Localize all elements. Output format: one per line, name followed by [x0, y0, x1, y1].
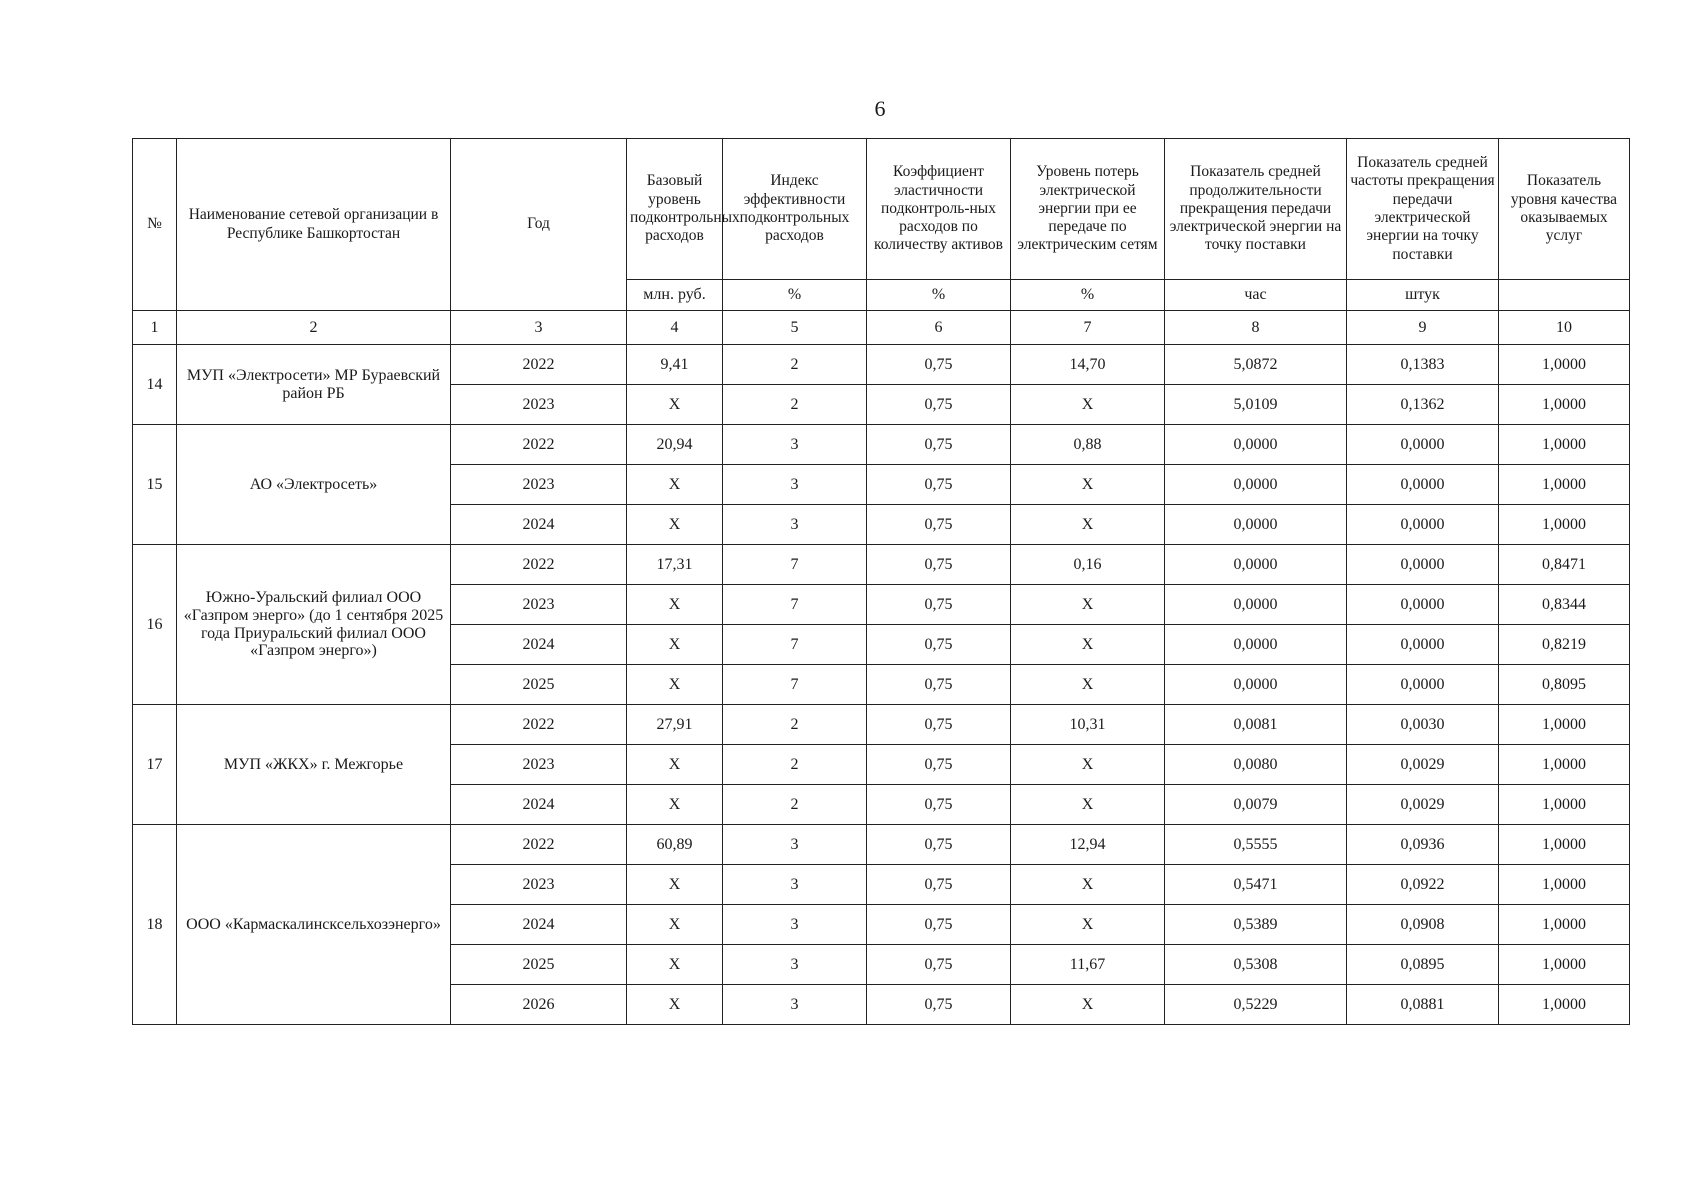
cell-duration: 0,5308 [1165, 945, 1347, 985]
cell-frequency: 0,0000 [1347, 465, 1499, 505]
page-number: 6 [874, 96, 886, 121]
cell-coef: 0,75 [867, 505, 1011, 545]
cell-year: 2024 [451, 785, 627, 825]
cell-loss: 0,16 [1011, 545, 1165, 585]
header-index: Индекс эффективности подконтрольных расходов [723, 139, 867, 280]
column-number: 2 [177, 311, 451, 345]
cell-loss: 12,94 [1011, 825, 1165, 865]
cell-year: 2024 [451, 505, 627, 545]
cell-coef: 0,75 [867, 905, 1011, 945]
cell-year: 2023 [451, 865, 627, 905]
cell-coef: 0,75 [867, 985, 1011, 1025]
cell-frequency: 0,0029 [1347, 745, 1499, 785]
cell-frequency: 0,0000 [1347, 505, 1499, 545]
cell-base: X [627, 625, 723, 665]
cell-duration: 0,5555 [1165, 825, 1347, 865]
cell-quality: 0,8219 [1499, 625, 1630, 665]
header-loss: Уровень потерь электрической энергии при ее передаче по электрическим сетям [1011, 139, 1165, 280]
cell-year: 2022 [451, 705, 627, 745]
cell-duration: 0,0081 [1165, 705, 1347, 745]
indicators-table [132, 138, 1630, 1025]
table-body [133, 345, 1630, 1025]
cell-quality: 0,8471 [1499, 545, 1630, 585]
table-row [133, 825, 1630, 865]
cell-loss: 10,31 [1011, 705, 1165, 745]
cell-loss: 14,70 [1011, 345, 1165, 385]
cell-base: X [627, 745, 723, 785]
cell-duration: 0,0080 [1165, 745, 1347, 785]
cell-loss: X [1011, 785, 1165, 825]
cell-base: X [627, 665, 723, 705]
cell-year: 2023 [451, 465, 627, 505]
cell-index: 7 [723, 625, 867, 665]
unit-loss: % [1011, 280, 1165, 311]
cell-index: 3 [723, 865, 867, 905]
cell-loss: X [1011, 665, 1165, 705]
cell-coef: 0,75 [867, 385, 1011, 425]
table-row [133, 425, 1630, 465]
cell-coef: 0,75 [867, 745, 1011, 785]
cell-base: 20,94 [627, 425, 723, 465]
cell-frequency: 0,0895 [1347, 945, 1499, 985]
cell-loss: X [1011, 865, 1165, 905]
cell-quality: 1,0000 [1499, 985, 1630, 1025]
cell-coef: 0,75 [867, 345, 1011, 385]
cell-quality: 1,0000 [1499, 345, 1630, 385]
table-row [133, 545, 1630, 585]
cell-duration: 0,5389 [1165, 905, 1347, 945]
cell-duration: 0,0000 [1165, 585, 1347, 625]
cell-coef: 0,75 [867, 465, 1011, 505]
cell-year: 2024 [451, 625, 627, 665]
cell-year: 2022 [451, 545, 627, 585]
cell-loss: X [1011, 465, 1165, 505]
cell-quality: 1,0000 [1499, 745, 1630, 785]
cell-base: X [627, 585, 723, 625]
cell-quality: 1,0000 [1499, 705, 1630, 745]
cell-frequency: 0,0030 [1347, 705, 1499, 745]
cell-coef: 0,75 [867, 665, 1011, 705]
cell-index: 3 [723, 505, 867, 545]
cell-quality: 1,0000 [1499, 945, 1630, 985]
column-number: 5 [723, 311, 867, 345]
org-name: МУП «Электросети» МР Бураевский район РБ [177, 345, 451, 425]
cell-duration: 5,0872 [1165, 345, 1347, 385]
cell-loss: X [1011, 505, 1165, 545]
column-number: 3 [451, 311, 627, 345]
org-number: 16 [133, 545, 177, 705]
cell-base: 17,31 [627, 545, 723, 585]
cell-index: 2 [723, 345, 867, 385]
cell-coef: 0,75 [867, 625, 1011, 665]
column-number: 4 [627, 311, 723, 345]
cell-coef: 0,75 [867, 585, 1011, 625]
cell-frequency: 0,0000 [1347, 545, 1499, 585]
cell-base: X [627, 985, 723, 1025]
cell-coef: 0,75 [867, 425, 1011, 465]
header-name: Наименование сетевой организации в Республике Башкортостан [177, 139, 451, 311]
cell-quality: 0,8344 [1499, 585, 1630, 625]
org-name: Южно-Уральский филиал ООО «Газпром энерго» (до 1 сентября 2025 года Приуральский филиал ООО «Газпром энерго») [177, 545, 451, 705]
cell-year: 2023 [451, 385, 627, 425]
cell-quality: 0,8095 [1499, 665, 1630, 705]
cell-year: 2024 [451, 905, 627, 945]
cell-base: 9,41 [627, 345, 723, 385]
cell-index: 7 [723, 585, 867, 625]
cell-quality: 1,0000 [1499, 825, 1630, 865]
cell-index: 7 [723, 665, 867, 705]
header-frequency: Показатель средней частоты прекращения передачи электрической энергии на точку поставки [1347, 139, 1499, 280]
cell-index: 2 [723, 785, 867, 825]
cell-coef: 0,75 [867, 545, 1011, 585]
cell-quality: 1,0000 [1499, 505, 1630, 545]
org-name: ООО «Кармаскалинсксельхозэнерго» [177, 825, 451, 1025]
unit-base: млн. руб. [627, 280, 723, 311]
cell-quality: 1,0000 [1499, 905, 1630, 945]
cell-year: 2023 [451, 585, 627, 625]
cell-quality: 1,0000 [1499, 385, 1630, 425]
cell-index: 3 [723, 985, 867, 1025]
cell-duration: 0,5471 [1165, 865, 1347, 905]
cell-coef: 0,75 [867, 825, 1011, 865]
org-number: 14 [133, 345, 177, 425]
cell-coef: 0,75 [867, 865, 1011, 905]
header-row [133, 139, 1630, 280]
cell-base: X [627, 465, 723, 505]
unit-index: % [723, 280, 867, 311]
cell-frequency: 0,0922 [1347, 865, 1499, 905]
cell-base: X [627, 905, 723, 945]
cell-quality: 1,0000 [1499, 465, 1630, 505]
cell-loss: X [1011, 585, 1165, 625]
column-number: 7 [1011, 311, 1165, 345]
cell-duration: 0,0000 [1165, 505, 1347, 545]
cell-frequency: 0,0000 [1347, 665, 1499, 705]
cell-frequency: 0,0000 [1347, 425, 1499, 465]
cell-index: 2 [723, 745, 867, 785]
cell-index: 2 [723, 705, 867, 745]
cell-duration: 0,0000 [1165, 465, 1347, 505]
cell-frequency: 0,0936 [1347, 825, 1499, 865]
cell-loss: 11,67 [1011, 945, 1165, 985]
cell-index: 3 [723, 465, 867, 505]
cell-index: 7 [723, 545, 867, 585]
cell-base: 27,91 [627, 705, 723, 745]
table-row [133, 345, 1630, 385]
cell-index: 3 [723, 425, 867, 465]
cell-base: 60,89 [627, 825, 723, 865]
cell-frequency: 0,0881 [1347, 985, 1499, 1025]
cell-frequency: 0,0000 [1347, 625, 1499, 665]
org-name: АО «Электросеть» [177, 425, 451, 545]
header-year: Год [451, 139, 627, 311]
cell-year: 2025 [451, 665, 627, 705]
cell-year: 2026 [451, 985, 627, 1025]
column-number: 6 [867, 311, 1011, 345]
cell-loss: X [1011, 745, 1165, 785]
cell-base: X [627, 865, 723, 905]
column-number: 9 [1347, 311, 1499, 345]
cell-duration: 0,0000 [1165, 425, 1347, 465]
cell-year: 2022 [451, 345, 627, 385]
header-quality: Показатель уровня качества оказываемых услуг [1499, 139, 1630, 280]
header-coef: Коэффициент эластичности подконтроль-ных расходов по количеству активов [867, 139, 1011, 280]
org-name: МУП «ЖКХ» г. Межгорье [177, 705, 451, 825]
cell-index: 2 [723, 385, 867, 425]
unit-quality [1499, 280, 1630, 311]
cell-loss: X [1011, 385, 1165, 425]
cell-duration: 0,0079 [1165, 785, 1347, 825]
table-row [133, 705, 1630, 745]
cell-duration: 0,5229 [1165, 985, 1347, 1025]
cell-frequency: 0,0908 [1347, 905, 1499, 945]
cell-index: 3 [723, 825, 867, 865]
cell-duration: 0,0000 [1165, 665, 1347, 705]
column-number: 10 [1499, 311, 1630, 345]
unit-coef: % [867, 280, 1011, 311]
cell-year: 2025 [451, 945, 627, 985]
header-no: № [133, 139, 177, 311]
cell-quality: 1,0000 [1499, 425, 1630, 465]
cell-year: 2022 [451, 425, 627, 465]
cell-frequency: 0,0029 [1347, 785, 1499, 825]
cell-base: X [627, 785, 723, 825]
cell-loss: X [1011, 985, 1165, 1025]
cell-duration: 5,0109 [1165, 385, 1347, 425]
cell-loss: X [1011, 625, 1165, 665]
cell-quality: 1,0000 [1499, 865, 1630, 905]
cell-loss: X [1011, 905, 1165, 945]
cell-year: 2023 [451, 745, 627, 785]
cell-duration: 0,0000 [1165, 625, 1347, 665]
cell-year: 2022 [451, 825, 627, 865]
column-numbers-row [133, 311, 1630, 345]
cell-base: X [627, 505, 723, 545]
cell-quality: 1,0000 [1499, 785, 1630, 825]
org-number: 18 [133, 825, 177, 1025]
cell-frequency: 0,1362 [1347, 385, 1499, 425]
header-base: Базовый уровень подконтрольных расходов [627, 139, 723, 280]
cell-duration: 0,0000 [1165, 545, 1347, 585]
column-number: 1 [133, 311, 177, 345]
cell-base: X [627, 945, 723, 985]
cell-frequency: 0,1383 [1347, 345, 1499, 385]
org-number: 15 [133, 425, 177, 545]
cell-base: X [627, 385, 723, 425]
cell-coef: 0,75 [867, 705, 1011, 745]
cell-coef: 0,75 [867, 945, 1011, 985]
org-number: 17 [133, 705, 177, 825]
header-duration: Показатель средней продолжительности прекращения передачи электрической энергии на точку поставки [1165, 139, 1347, 280]
unit-duration: час [1165, 280, 1347, 311]
cell-index: 3 [723, 905, 867, 945]
column-number: 8 [1165, 311, 1347, 345]
cell-index: 3 [723, 945, 867, 985]
cell-frequency: 0,0000 [1347, 585, 1499, 625]
cell-coef: 0,75 [867, 785, 1011, 825]
unit-frequency: штук [1347, 280, 1499, 311]
cell-loss: 0,88 [1011, 425, 1165, 465]
